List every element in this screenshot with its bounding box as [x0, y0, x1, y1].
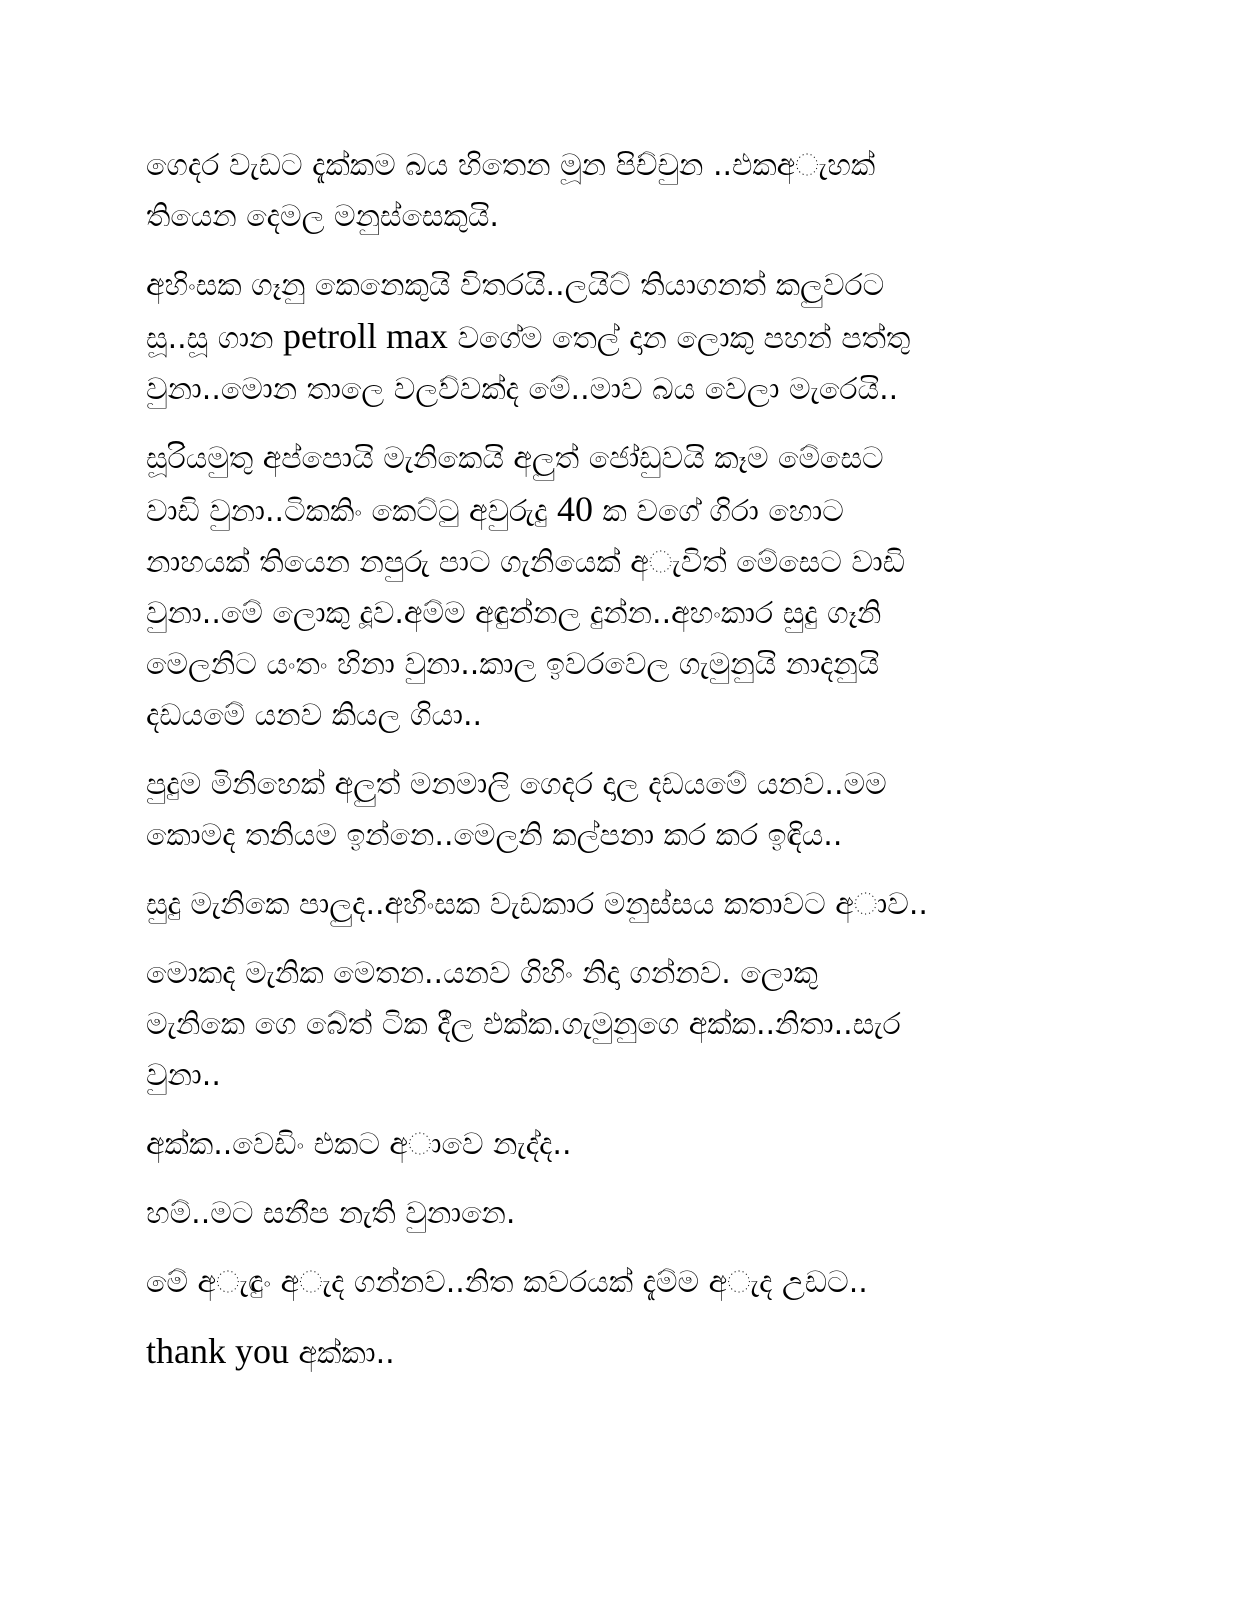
text-line: කොමද තනියම ඉන්නෙ..මෙලනි කල්පනා කර කර ඉඳිය.. [146, 818, 843, 853]
text-line: සුදු මැනිකෙ පාලුද..අහිංසක වැඩකාර මනුස්සය කතාවට අාව.. [146, 887, 928, 922]
text-line: මොකද මැනික මෙතන..යනව ගිහිං නිදා ගන්නව. ලොකු [146, 956, 818, 991]
text-line-mixed [146, 484, 1116, 537]
number-term: 40 [556, 489, 593, 529]
paragraph-1 [146, 140, 1116, 242]
text-segment: වගේම තෙල් දාන ලොකු පහන් පත්තු [447, 321, 911, 356]
text-line: දඩයමේ යනව කියල ගියා.. [146, 698, 483, 733]
paragraph-5 [146, 879, 1116, 930]
paragraph-6 [146, 948, 1116, 1101]
text-line: ගෙදර වැඩට දැක්කම බය හිතෙන මූන පිච්චුන ..එකඅැහක් [146, 148, 876, 183]
text-line: හම්..මට සනීප නැති වුනානෙ. [146, 1196, 516, 1231]
paragraph-8 [146, 1188, 1116, 1239]
paragraph-7 [146, 1119, 1116, 1170]
text-line: වුනා..මොන තාලෙ වලව්වක්ද මේ..මාව බය වෙලා මැරෙයි.. [146, 372, 899, 407]
paragraph-9 [146, 1257, 1116, 1308]
text-line: අක්ක..වෙඩිං එකට අාවෙ නැද්ද.. [146, 1127, 572, 1162]
text-segment: සූ..සූ ගාන [146, 321, 283, 356]
paragraph-10 [146, 1326, 1116, 1379]
text-line: නාහයක් තියෙන නපුරු පාට ගැනියෙක් අැවිත් මේසෙට වාඩි [146, 545, 906, 580]
paragraph-2 [146, 260, 1116, 415]
paragraph-3 [146, 433, 1116, 741]
text-segment: ක වගේ ගිරා හොට [592, 494, 844, 529]
english-term: thank you [146, 1331, 289, 1371]
text-line: තියෙන දෙමල මනුස්සෙකුයි. [146, 199, 499, 234]
text-line: මැනිකෙ ගෙ බේත් ටික දීල එක්ක.ගැමුනුගෙ අක්ක..නිතා..සැර [146, 1007, 901, 1042]
english-term: petroll max [282, 316, 448, 356]
text-line: වුනා..මේ ලොකු දූව.අම්ම අඳුන්නල දුන්න..අහංකාර සුදු ගෑනි [146, 596, 882, 631]
text-line: සූරියමුතු අප්පොයි මැනිකෙයි අලුත් ජෝඩුවයි කෑම මේසෙට [146, 441, 884, 476]
text-line: මේ අැඳුං අැද ගන්නව..නිත කවරයක් දැම්ම අැද උඩට.. [146, 1265, 868, 1300]
text-line: අහිංසක ගෑනු කෙනෙකුයි විතරයි..ලයිට් තියාගනත් කලුවරට [146, 268, 885, 303]
text-line-mixed [146, 311, 1116, 364]
text-segment: වාඩි වුනා..ටිකකිං කෙට්ටු අවුරුදු [146, 494, 557, 529]
text-line: පුදුම මිනිහෙක් අලුත් මනමාලි ගෙදර දාල දඩයමේ යනව..මම [146, 767, 887, 802]
text-line: වුනා.. [146, 1058, 221, 1093]
text-line: මෙලනිට යංතං හිනා වුනා..කාල ඉවරවෙල ගැමුනුයි නාදනුයි [146, 647, 880, 682]
text-line-mixed [146, 1326, 1116, 1379]
paragraph-4 [146, 759, 1116, 861]
text-segment: අක්කා.. [288, 1336, 395, 1371]
